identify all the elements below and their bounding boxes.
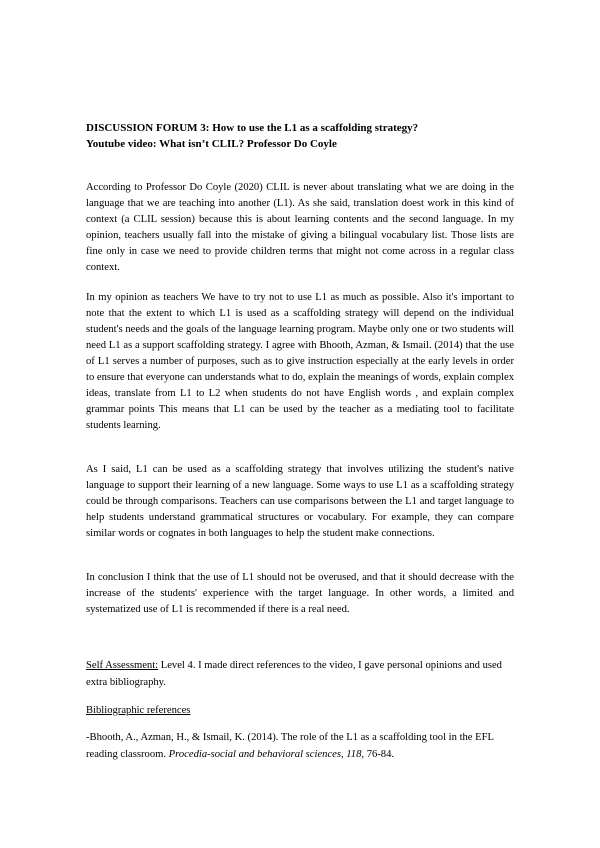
forum-title: DISCUSSION FORUM 3: How to use the L1 as a scaffolding strategy?: [86, 122, 419, 134]
bibliography-volume: 118: [346, 749, 362, 760]
bibliography-entry-main: -Bhooth, A., Azman, H., & Ismail, K. (2014). The role of the L1 as a scaffolding tool in the EFL reading classroom.: [86, 732, 494, 760]
paragraph-1: According to Professor Do Coyle (2020) CLIL is never about translating what we are doing in the language that we are teaching into another (L1). As she said, translation doest work in this kind of context (a CLIL session) because this is about learning contents and the second language. In my opinion, teachers usually fall into the mistake of giving a bilingual vocabulary list. Those lists are fine only in case we need to provide children terms that might not come across in a regular class context.: [86, 182, 514, 273]
bibliography-entry: [86, 729, 514, 763]
bibliography-heading: Bibliographic references: [86, 705, 191, 716]
bibliography-journal: Procedia-social and behavioral sciences: [168, 749, 341, 760]
bibliography-pages: , 76-84.: [361, 749, 395, 760]
paragraph-3: As I said, L1 can be used as a scaffolding strategy that involves utilizing the student's native language to support their learning of a new language. Some ways to use L1 as a scaffolding strategy could be through comparisons. Teachers can use comparisons between the L1 and target language to help students understand grammatical structures or vocabulary. For example, they can compare similar words or cognates in both languages to help the student make connections.: [86, 464, 514, 539]
paragraph-2: In my opinion as teachers We have to try not to use L1 as much as possible. Also it's important to note that the extent to which L1 is used as a scaffolding strategy will depend on the individual student's needs and the goals of the language learning program. Maybe only one or two students will need L1 as a support scaffolding strategy. I agree with Bhooth, Azman, & Ismail. (2014) that the use of L1 serves a number of purposes, such as to give instruction especially at the early levels in order to ensure that everyone can understands what to do, explain the meanings of words, explain complex ideas, translate from L1 to L2 when students do not have English words , and explain complex grammar points This means that L1 can be used by the teacher as a mediating tool to facilitate students learning.: [86, 292, 514, 431]
self-assessment-label: Self Assessment:: [86, 660, 159, 671]
self-assessment-text: Level 4. I made direct references to the video, I gave personal opinions and used extra bibliography.: [86, 660, 502, 688]
video-title: Youtube video: What isn’t CLIL? Professor Do Coyle: [86, 138, 337, 150]
self-assessment: [86, 657, 514, 691]
bibliography-separator: ,: [340, 749, 347, 760]
paragraph-4: In conclusion I think that the use of L1 should not be overused, and that it should decrease with the increase of the students' experience with the target language. In other words, a limited and systematized use of L1 is recommended if there is a real need.: [86, 572, 514, 615]
